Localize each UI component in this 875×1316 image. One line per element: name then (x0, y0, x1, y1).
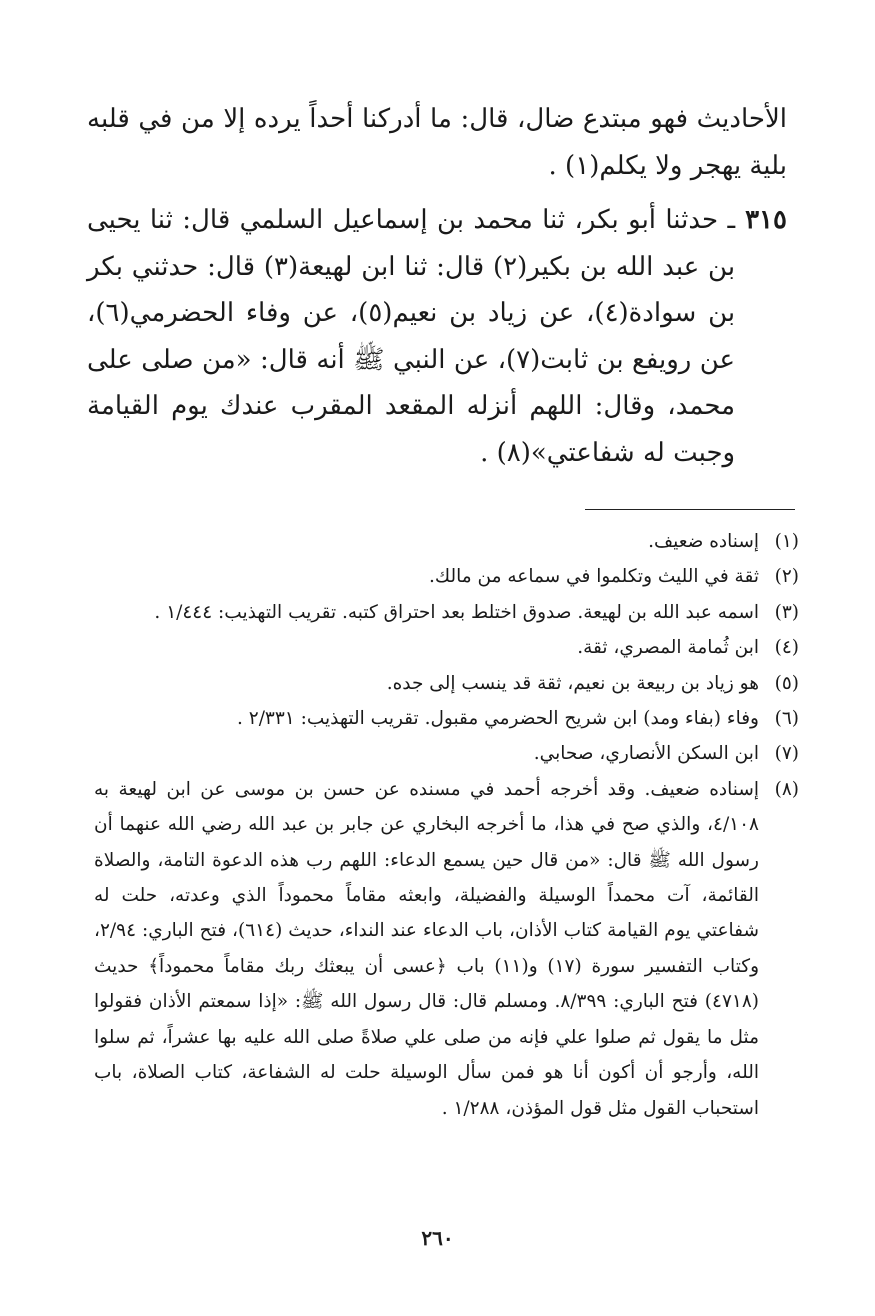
footnote-text: ابن السكن الأنصاري، صحابي. (533, 743, 759, 765)
continuation-paragraph: الأحاديث فهو مبتدع ضال، قال: ما أدركنا أحداً يرده إلا من في قلبه بلية يهجر ولا يكلم(١) . (87, 104, 787, 181)
footnote-text: اسمه عبد الله بن لهيعة. صدوق اختلط بعد احتراق كتبه. تقريب التهذيب: ١/٤٤٤ . (154, 601, 759, 623)
footnote-5 (94, 666, 799, 701)
main-text (87, 96, 787, 476)
hadith-paragraph (87, 197, 787, 476)
footnote-number: (٤) (774, 637, 799, 659)
hadith-text: ـ حدثنا أبو بكر، ثنا محمد بن إسماعيل السلمي قال: ثنا يحيى بن عبد الله بن بكير(٢) قال: ثنا ابن لهيعة(٣) قال: حدثني بكر بن سوادة(٤)، عن زياد بن نعيم(٥)، عن وفاء الحضرمي(٦)، عن رويفع بن ثابت(٧)، عن النبي ﷺ أنه قال: «من صلى على محمد، وقال: اللهم أنزله المقعد المقرب عندك يوم القيامة وجبت له شفاعتي»(٨) . (87, 205, 736, 468)
footnote-number: (٦) (774, 708, 799, 730)
footnote-separator (585, 509, 795, 510)
footnote-text: إسناده ضعيف. (648, 531, 759, 552)
footnote-number: (٨) (774, 778, 799, 800)
footnote-1 (94, 524, 799, 559)
footnote-text: وفاء (بفاء ومد) ابن شريح الحضرمي مقبول. تقريب التهذيب: ٢/٣٣١ . (237, 708, 759, 730)
footnote-4 (94, 630, 799, 665)
footnote-number: (٢) (774, 566, 799, 588)
footnote-7 (94, 736, 799, 771)
footnote-number: (٣) (774, 601, 799, 623)
hadith-number: ٣١٥ (745, 205, 787, 235)
footnote-6 (94, 701, 799, 736)
footnotes (94, 524, 799, 1126)
footnote-number: (١) (774, 531, 799, 552)
footnote-text: ابن ثُمامة المصري، ثقة. (577, 637, 759, 659)
footnote-number: (٧) (774, 743, 799, 765)
footnote-text: هو زياد بن ربيعة بن نعيم، ثقة قد ينسب إلى جده. (386, 672, 759, 694)
footnote-2 (94, 559, 799, 594)
footnote-text: إسناده ضعيف. وقد أخرجه أحمد في مسنده عن حسن بن موسى عن ابن لهيعة به ٤/١٠٨، والذي صح في هذا، ما أخرجه البخاري عن جابر بن عبد الله رضي الله عنهما أن رسول الله ﷺ قال: «من قال حين يسمع الدعاء: اللهم رب هذه الدعوة التامة، والصلاة القائمة، آت محمداً الوسيلة والفضيلة، وابعثه مقاماً محموداً الذي وعدته، حلت له شفاعتي يوم القيامة كتاب الأذان، باب الدعاء عند النداء، حديث (٦١٤)، فتح الباري: ٢/٩٤، وكتاب التفسير سورة (١٧) و(١١) باب ﴿عسى أن يبعثك ربك مقاماً محموداً﴾ حديث (٤٧١٨) فتح الباري: ٨/٣٩٩. ومسلم قال: قال رسول الله ﷺ: «إذا سمعتم الأذان فقولوا مثل ما يقول ثم صلوا علي فإنه من صلى علي صلاةً صلى الله عليه بها عشراً، ثم سلوا الله، وأرجو أن أكون أنا هو فمن سأل الوسيلة حلت له الشفاعة، كتاب الصلاة، باب استحباب القول مثل قول المؤذن، ١/٢٨٨ . (94, 778, 760, 1119)
page-number: ٢٦٠ (421, 1226, 454, 1250)
footnote-text: ثقة في الليث وتكلموا في سماعه من مالك. (428, 566, 759, 588)
footnote-8 (94, 772, 799, 1126)
footnote-number: (٥) (774, 672, 799, 694)
footnote-3 (94, 595, 799, 630)
